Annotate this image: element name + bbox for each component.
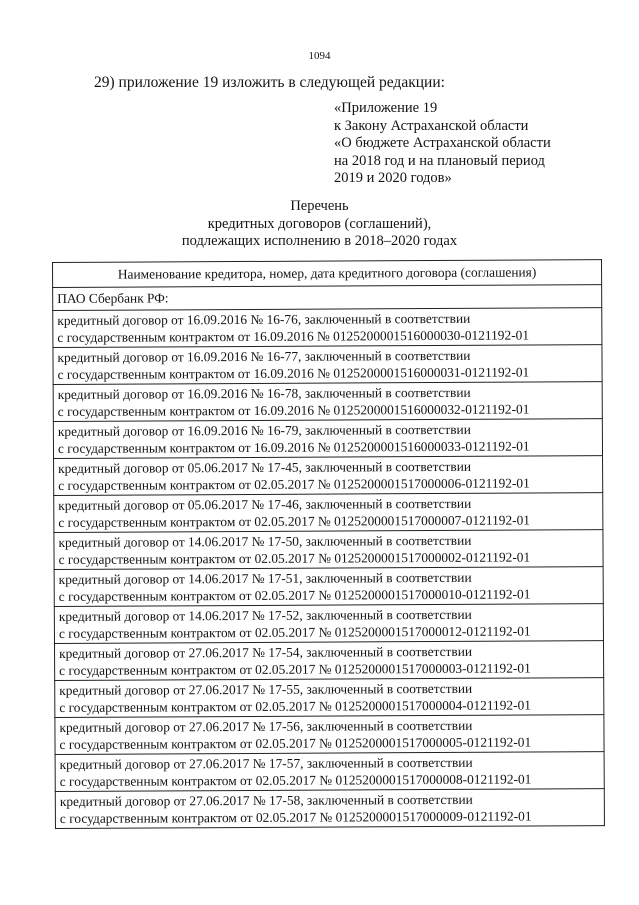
contract-cell <box>55 789 604 829</box>
contract-line: с государственным контрактом от 02.05.2017 № 0125200001517000002-0121192-01 <box>58 549 531 567</box>
contract-cell <box>54 493 603 533</box>
contract-line: кредитный договор от 16.09.2016 № 16-78, заключенный в соответствии <box>57 384 471 402</box>
contract-cell <box>55 715 604 755</box>
contract-cell <box>53 345 602 385</box>
contract-line: с государственным контрактом от 02.05.2017 № 0125200001517000007-0121192-01 <box>58 512 531 530</box>
table-row <box>55 752 604 792</box>
document-heading <box>0 198 639 251</box>
table-header-row <box>53 260 602 288</box>
contract-line: кредитный договор от 14.06.2017 № 17-50, заключенный в соответствии <box>58 532 472 550</box>
appendix-ref-line: «Приложение 19 <box>334 100 438 116</box>
contract-line: с государственным контрактом от 16.09.2016 № 0125200001516000033-0121192-01 <box>57 438 530 456</box>
table-row <box>55 715 604 755</box>
contract-line: с государственным контрактом от 16.09.2016 № 0125200001516000032-0121192-01 <box>57 401 530 419</box>
table-row <box>53 345 602 385</box>
table-row <box>54 493 603 533</box>
contract-cell <box>54 456 603 496</box>
heading-line: подлежащих исполнению в 2018–2020 годах <box>181 233 458 249</box>
creditor-name: ПАО Сбербанк РФ: <box>53 285 602 311</box>
contract-line: кредитный договор от 27.06.2017 № 17-55, заключенный в соответствии <box>59 680 473 698</box>
contract-line: кредитный договор от 16.09.2016 № 16-76, заключенный в соответствии <box>57 310 471 328</box>
appendix-ref-line: на 2018 год и на плановый период <box>334 152 545 169</box>
contract-line: с государственным контрактом от 02.05.2017 № 0125200001517000009-0121192-01 <box>59 808 532 826</box>
contract-line: кредитный договор от 16.09.2016 № 16-77, заключенный в соответствии <box>57 347 471 365</box>
contracts-table <box>52 259 605 829</box>
table-row <box>54 567 603 607</box>
heading-line: кредитных договоров (соглашений), <box>207 215 432 232</box>
contract-line: кредитный договор от 27.06.2017 № 17-58, заключенный в соответствии <box>59 791 473 809</box>
contract-line: с государственным контрактом от 16.09.2016 № 0125200001516000031-0121192-01 <box>57 364 530 382</box>
contract-line: с государственным контрактом от 02.05.2017 № 0125200001517000010-0121192-01 <box>58 586 531 604</box>
contract-line: с государственным контрактом от 02.05.2017 № 0125200001517000006-0121192-01 <box>58 475 530 493</box>
contract-cell <box>53 419 602 459</box>
appendix-ref-line: «О бюджете Астраханской области <box>334 135 551 151</box>
contract-cell <box>55 752 604 792</box>
table-row <box>55 789 604 829</box>
contract-line: с государственным контрактом от 02.05.2017 № 0125200001517000005-0121192-01 <box>59 734 532 752</box>
contract-line: с государственным контрактом от 02.05.2017 № 0125200001517000008-0121192-01 <box>59 771 532 789</box>
table-row <box>54 641 603 681</box>
table-row <box>54 456 603 496</box>
contract-line: кредитный договор от 05.06.2017 № 17-45, заключенный в соответствии <box>58 458 472 476</box>
table-header-cell: Наименование кредитора, номер, дата кредитного договора (соглашения) <box>53 260 602 288</box>
heading-line: Перечень <box>290 198 349 214</box>
appendix-ref-line: к Закону Астраханской области <box>334 117 529 134</box>
contract-line: с государственным контрактом от 02.05.2017 № 0125200001517000004-0121192-01 <box>59 697 532 715</box>
contract-cell <box>54 567 603 607</box>
contract-cell <box>54 530 603 570</box>
contract-cell <box>53 308 602 348</box>
table-row <box>54 530 603 570</box>
table-row <box>55 678 604 718</box>
appendix-ref-line: 2019 и 2020 годов» <box>334 170 452 186</box>
page-number: 1094 <box>308 50 331 62</box>
table-row <box>53 308 602 348</box>
appendix-reference <box>334 100 551 188</box>
contract-cell <box>53 382 602 422</box>
contract-line: кредитный договор от 27.06.2017 № 17-57, заключенный в соответствии <box>59 754 473 772</box>
contract-line: кредитный договор от 14.06.2017 № 17-51, заключенный в соответствии <box>58 569 472 587</box>
contract-cell <box>55 678 604 718</box>
table-row <box>53 382 602 422</box>
contract-line: кредитный договор от 16.09.2016 № 16-79, заключенный в соответствии <box>57 421 471 439</box>
table-row <box>54 604 603 644</box>
contract-cell <box>54 604 603 644</box>
contract-line: кредитный договор от 27.06.2017 № 17-54, заключенный в соответствии <box>59 643 473 661</box>
contract-line: с государственным контрактом от 16.09.2016 № 0125200001516000030-0121192-01 <box>57 327 530 345</box>
amendment-text: 29) приложение 19 изложить в следующей редакции: <box>94 74 445 91</box>
table-row <box>53 285 602 311</box>
contract-line: с государственным контрактом от 02.05.2017 № 0125200001517000012-0121192-01 <box>58 623 531 641</box>
contract-line: кредитный договор от 14.06.2017 № 17-52, заключенный в соответствии <box>58 606 472 624</box>
contract-line: кредитный договор от 27.06.2017 № 17-56, заключенный в соответствии <box>59 717 473 735</box>
table-row <box>53 419 602 459</box>
contract-cell <box>54 641 603 681</box>
contract-line: кредитный договор от 05.06.2017 № 17-46, заключенный в соответствии <box>58 495 472 513</box>
contract-line: с государственным контрактом от 02.05.2017 № 0125200001517000003-0121192-01 <box>59 660 531 678</box>
